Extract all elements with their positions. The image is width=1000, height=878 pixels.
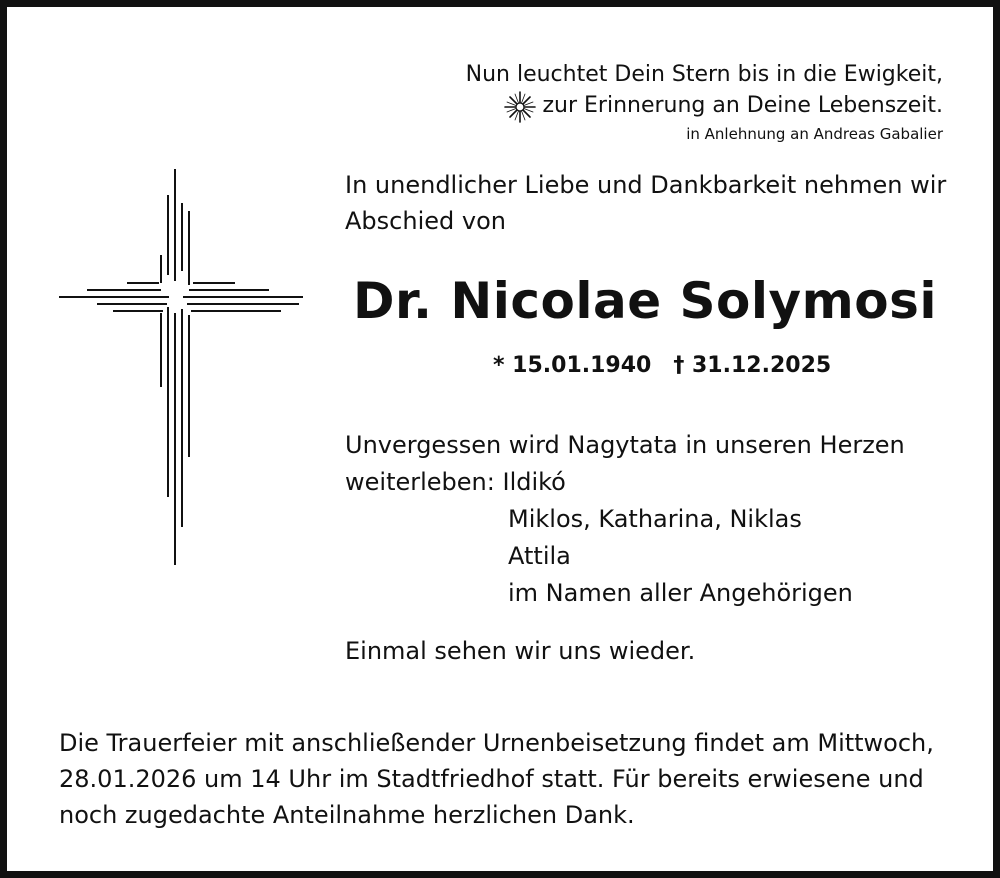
farewell-text: Einmal sehen wir uns wieder. [345, 637, 696, 665]
mourners-line-1: Unvergessen wird Nagytata in unseren Herzen [345, 431, 905, 459]
star-icon [503, 90, 537, 124]
birth-date: * 15.01.1940 [493, 353, 652, 378]
mourners-row-2 [345, 464, 905, 501]
intro-text [345, 167, 946, 239]
mourner-name: im Namen aller Angehörigen [508, 579, 853, 607]
poem-line-1: Nun leuchtet Dein Stern bis in die Ewigkeit, [465, 62, 943, 87]
ceremony-line-2: 28.01.2026 um 14 Uhr im Stadtfriedhof statt. Für bereits erwiesene und [59, 765, 924, 793]
poem-credit: in Anlehnung an Andreas Gabalier [686, 125, 943, 143]
poem [466, 59, 943, 147]
poem-line-2: zur Erinnerung an Deine Lebenszeit. [542, 93, 943, 118]
intro-line-2: Abschied von [345, 207, 506, 235]
mourner-name: Ildikó [502, 468, 566, 496]
ceremony-info [59, 725, 963, 833]
intro-line-1: In unendlicher Liebe und Dankbarkeit nehmen wir [345, 171, 947, 199]
mourner-name: Attila [508, 542, 571, 570]
deceased-name: Dr. Nicolae Solymosi [352, 272, 937, 330]
mourner-name: Miklos, Katharina, Niklas [508, 505, 802, 533]
mourners-label: weiterleben: [345, 468, 495, 496]
life-dates [493, 349, 831, 383]
death-date: † 31.12.2025 [673, 353, 832, 378]
ceremony-line-1: Die Trauerfeier mit anschließender Urnenbeisetzung findet am Mittwoch, [59, 729, 934, 757]
cross-icon [57, 167, 305, 567]
ceremony-line-3: noch zugedachte Anteilnahme herzlichen Dank. [59, 801, 635, 829]
mourners-block [345, 427, 905, 612]
